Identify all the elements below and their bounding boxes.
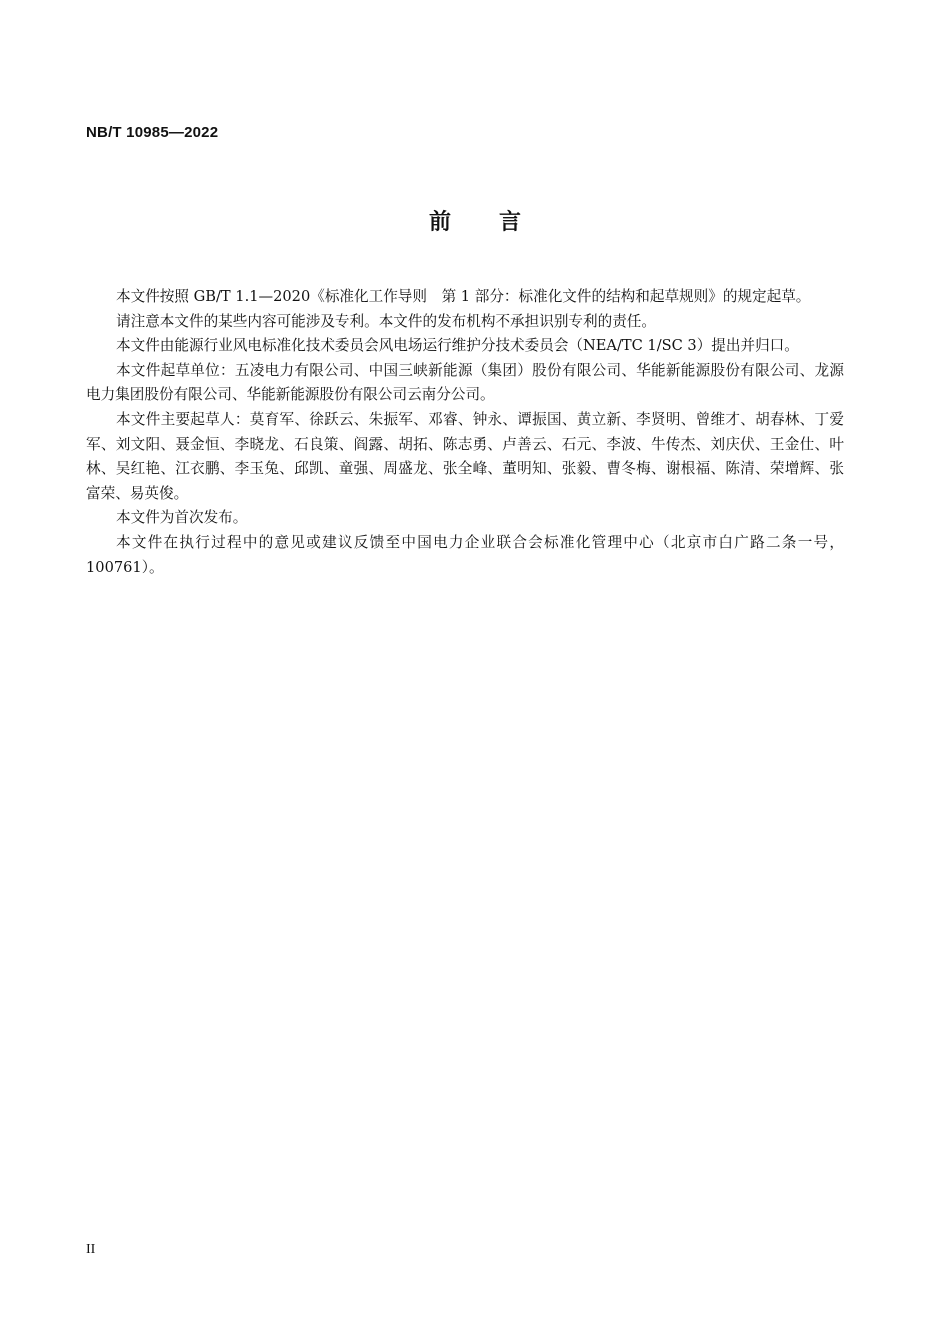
paragraph-patent-notice: 请注意本文件的某些内容可能涉及专利。本文件的发布机构不承担识别专利的责任。 [116, 312, 656, 330]
page-number: II [86, 1242, 96, 1257]
paragraph-drafting-rules: 本文件按照 GB/T 1.1—2020《标准化工作导则 第 1 部分：标准化文件的结构和起草规则》的规定起草。 [116, 288, 811, 305]
paragraph-feedback: 本文件在执行过程中的意见或建议反馈至中国电力企业联合会标准化管理中心（北京市白广路二条一号，100761）。 [86, 533, 844, 576]
standard-code: NB/T 10985—2022 [86, 124, 219, 141]
paragraph-first-release: 本文件为首次发布。 [116, 509, 248, 527]
foreword-body [86, 285, 844, 580]
paragraph-drafters: 本文件主要起草人：莫育军、徐跃云、朱振军、邓睿、钟永、谭振国、黄立新、李贤明、曾维才、胡春林、丁爱军、刘文阳、聂金恒、李晓龙、石良策、阎露、胡拓、陈志勇、卢善云、石元、李波、牛传杰、刘庆伏、王金仕、叶林、吴红艳、江衣鹏、李玉兔、邱凯、童强、周盛龙、张全峰、董明知、张毅、曹冬梅、谢根福、陈清、荣增辉、张富荣、易英俊。 [86, 410, 844, 502]
page-title: 前言 [428, 210, 569, 235]
paragraph-proposer: 本文件由能源行业风电标准化技术委员会风电场运行维护分技术委员会（NEA/TC 1/SC 3）提出并归口。 [116, 337, 799, 355]
paragraph-drafting-units: 本文件起草单位：五凌电力有限公司、中国三峡新能源（集团）股份有限公司、华能新能源股份有限公司、龙源电力集团股份有限公司、华能新能源股份有限公司云南分公司。 [86, 361, 844, 404]
